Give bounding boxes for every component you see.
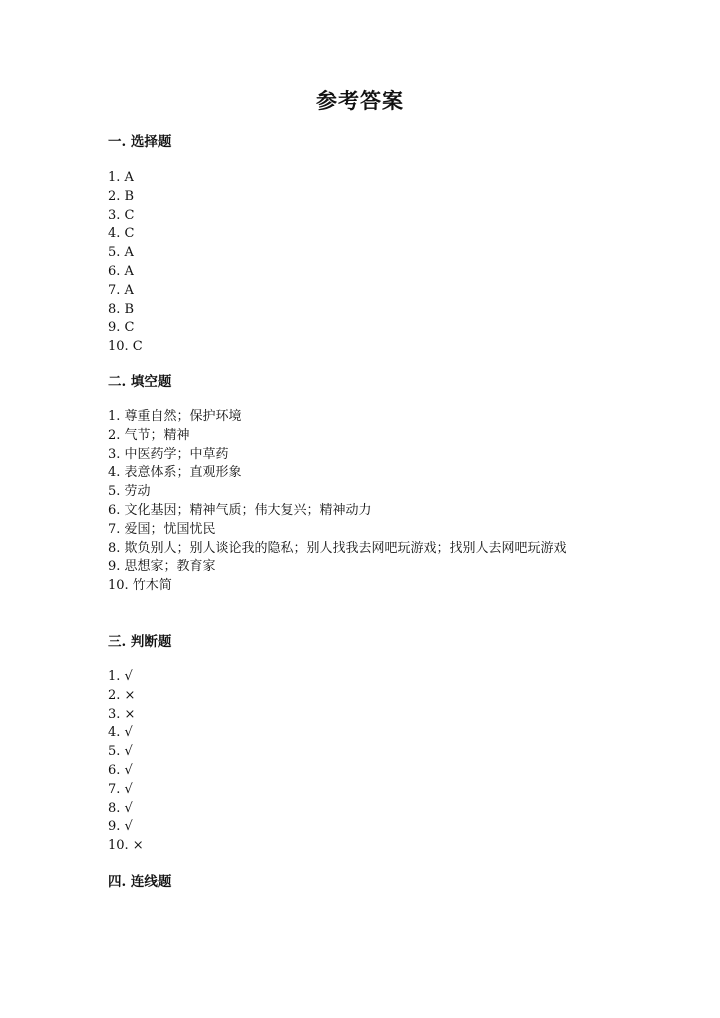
section-heading-true-false: 三. 判断题	[108, 634, 172, 650]
section-heading-matching: 四. 连线题	[108, 874, 172, 890]
section-heading-multiple-choice: 一. 选择题	[108, 134, 172, 150]
section-heading-fill-in-blank: 二. 填空题	[108, 374, 172, 390]
list-item: 10. ×	[108, 838, 144, 854]
list-item: 9. √	[108, 819, 133, 835]
true-false-answer-list	[108, 668, 618, 856]
list-item: 1. A	[108, 170, 134, 185]
list-item: 2. ×	[108, 687, 136, 703]
multiple-choice-answer-list	[108, 169, 618, 357]
page-title: 参考答案	[316, 88, 404, 113]
list-item: 4. √	[108, 725, 133, 741]
list-item: 8. √	[108, 800, 133, 816]
list-item: 2. B	[108, 188, 135, 204]
list-item: 8. 欺负别人；别人谈论我的隐私；别人找我去网吧玩游戏；找别人去网吧玩游戏	[108, 540, 567, 556]
list-item: 10. C	[108, 339, 143, 355]
list-item: 7. A	[108, 282, 134, 298]
fill-in-blank-answer-list	[108, 408, 618, 596]
list-item: 9. C	[108, 320, 135, 336]
list-item: 6. A	[108, 263, 134, 279]
list-item: 7. √	[108, 781, 133, 797]
list-item: 1. √	[108, 669, 133, 684]
list-item: 6. 文化基因；精神气质；伟大复兴；精神动力	[108, 502, 372, 518]
list-item: 3. C	[108, 207, 135, 223]
list-item: 8. B	[108, 301, 135, 317]
list-item: 5. 劳动	[108, 484, 151, 500]
list-item: 5. A	[108, 245, 134, 261]
list-item: 4. 表意体系；直观形象	[108, 465, 242, 481]
list-item: 6. √	[108, 762, 133, 778]
list-item: 7. 爱国；忧国忧民	[108, 521, 216, 537]
list-item: 1. 尊重自然；保护环境	[108, 409, 242, 424]
list-item: 5. √	[108, 744, 133, 760]
list-item: 3. 中医药学；中草药	[108, 446, 229, 462]
list-item: 2. 气节；精神	[108, 427, 190, 443]
list-item: 9. 思想家；教育家	[108, 559, 216, 575]
list-item: 3. ×	[108, 706, 136, 722]
list-item: 4. C	[108, 226, 135, 242]
list-item: 10. 竹木简	[108, 578, 172, 594]
